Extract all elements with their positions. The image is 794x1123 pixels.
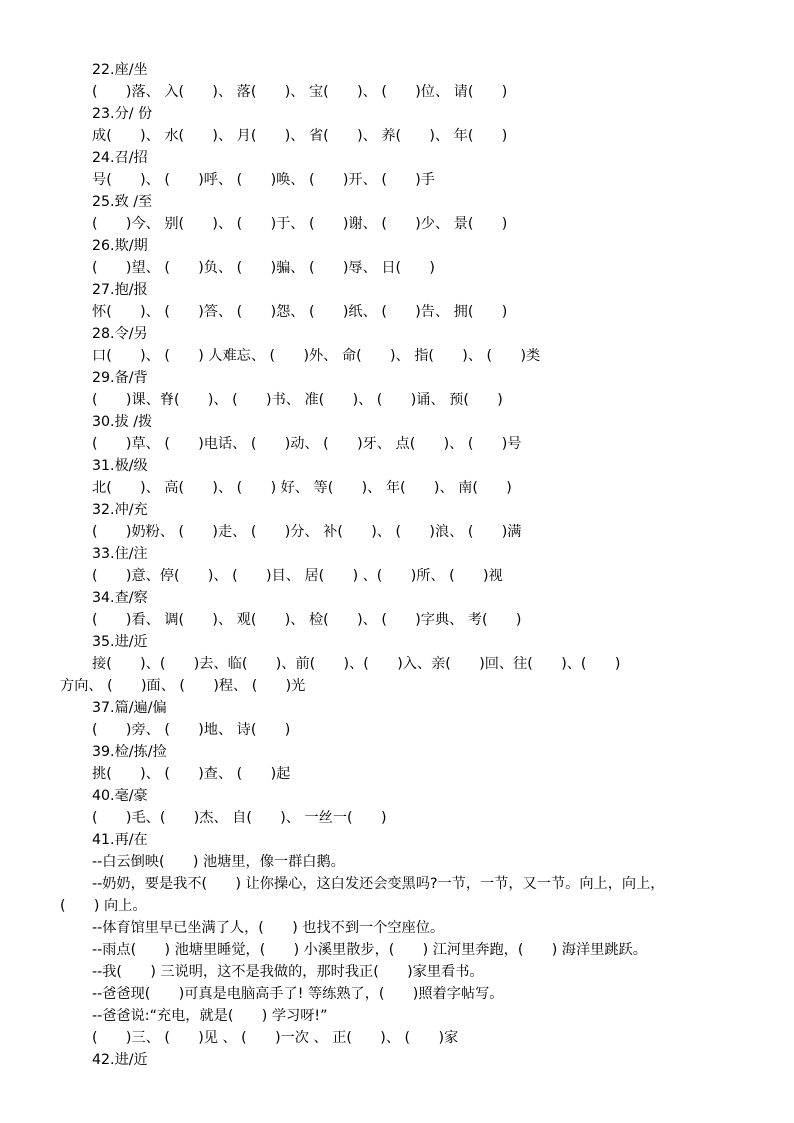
- heading-22: 22.座/坐: [92, 62, 148, 78]
- sentence-41-1: --白云倒映( ) 池塘里，像一群白鹅。: [92, 854, 345, 870]
- exercise-line-23: 成( )、 水( )、 月( )、 省( )、 养( )、 年( ): [92, 128, 508, 144]
- sentence-41-6: --爸爸现( )可真是电脑高手了! 等练熟了，( )照着字帖写。: [92, 986, 504, 1002]
- exercise-line-41: ( )三、 ( )见 、 ( )一次 、 正( )、 ( )家: [92, 1030, 459, 1046]
- sentence-41-5: --我( ) 三说明，这不是我做的，那时我正( )家里看书。: [92, 964, 484, 980]
- exercise-line-28: 口( )、 ( ) 人难忘、 ( )外、 命( )、 指( )、 ( )类: [92, 348, 541, 364]
- exercise-line-34: ( )看、 调( )、 观( )、 检( )、 ( )字典、 考( ): [92, 612, 522, 628]
- exercise-line-35-cont: 方向、 ( )面、 ( )程、 ( )光: [60, 678, 306, 694]
- heading-41: 41.再/在: [92, 832, 148, 848]
- exercise-line-27: 怀( )、 ( )答、 ( )怨、 ( )纸、 ( )告、 拥( ): [92, 304, 508, 320]
- exercise-line-22: ( )落、 入( )、 落( )、 宝( )、 ( )位、 请( ): [92, 84, 508, 100]
- heading-39: 39.检/拣/捡: [92, 744, 167, 760]
- heading-33: 33.住/注: [92, 546, 148, 562]
- heading-34: 34.查/察: [92, 590, 148, 606]
- heading-23: 23.分/ 份: [92, 106, 153, 122]
- heading-27: 27.抱/报: [92, 282, 148, 298]
- heading-24: 24.召/招: [92, 150, 148, 166]
- exercise-line-26: ( )望、 ( )负、 ( )骗、 ( )辱、 日( ): [92, 260, 435, 276]
- exercise-line-39: 挑( )、 ( )查、 ( )起: [92, 766, 291, 782]
- heading-25: 25.致 /至: [92, 194, 153, 210]
- exercise-line-32: ( )奶粉、 ( )走、 ( )分、 补( )、 ( )浪、 ( )满: [92, 524, 522, 540]
- sentence-41-3: --体育馆里早已坐满了人，( ) 也找不到一个空座位。: [92, 920, 445, 936]
- exercise-line-40: ( )毛、( )杰、 自( )、 一丝一( ): [92, 810, 387, 826]
- exercise-line-29: ( )课、脊( )、 ( )书、 准( )、 ( )诵、 预( ): [92, 392, 503, 408]
- heading-30: 30.拔 /拨: [92, 414, 153, 430]
- heading-26: 26.欺/期: [92, 238, 148, 254]
- exercise-line-30: ( )草、 ( )电话、 ( )动、 ( )牙、 点( )、 ( )号: [92, 436, 522, 452]
- sentence-41-2: --奶奶，要是我不( ) 让你操心，这白发还会变黑吗?一节，一节，又一节。向上，向上，: [92, 876, 665, 892]
- exercise-line-31: 北( )、 高( )、 ( ) 好、 等( )、 年( )、 南( ): [92, 480, 512, 496]
- heading-31: 31.极/级: [92, 458, 148, 474]
- heading-29: 29.备/背: [92, 370, 148, 386]
- sentence-41-7: --爸爸说:“充电，就是( ) 学习呀!”: [92, 1008, 328, 1024]
- exercise-line-24: 号( )、 ( )呼、 ( )唤、 ( )开、 ( )手: [92, 172, 435, 188]
- exercise-line-25: ( )今、 别( )、 ( )于、 ( )谢、 ( )少、 景( ): [92, 216, 508, 232]
- heading-32: 32.冲/充: [92, 502, 148, 518]
- exercise-line-35: 接( )、( )去、临( )、前( )、( )入、亲( )回、往( )、( ): [92, 656, 621, 672]
- exercise-line-33: ( )意、停( )、 ( )目、 居( ) 、( )所、 ( )视: [92, 568, 503, 584]
- heading-35: 35.进/近: [92, 634, 148, 650]
- heading-37: 37.篇/遍/偏: [92, 700, 167, 716]
- heading-40: 40.毫/豪: [92, 788, 148, 804]
- heading-28: 28.令/另: [92, 326, 148, 342]
- sentence-41-4: --雨点( ) 池塘里睡觉，( ) 小溪里散步，( ) 江河里奔跑，( ) 海洋里跳跃。: [92, 942, 647, 958]
- heading-42: 42.进/近: [92, 1052, 148, 1068]
- exercise-line-37: ( )旁、 ( )地、 诗( ): [92, 722, 291, 738]
- sentence-41-2-cont: ( ) 向上。: [60, 898, 147, 914]
